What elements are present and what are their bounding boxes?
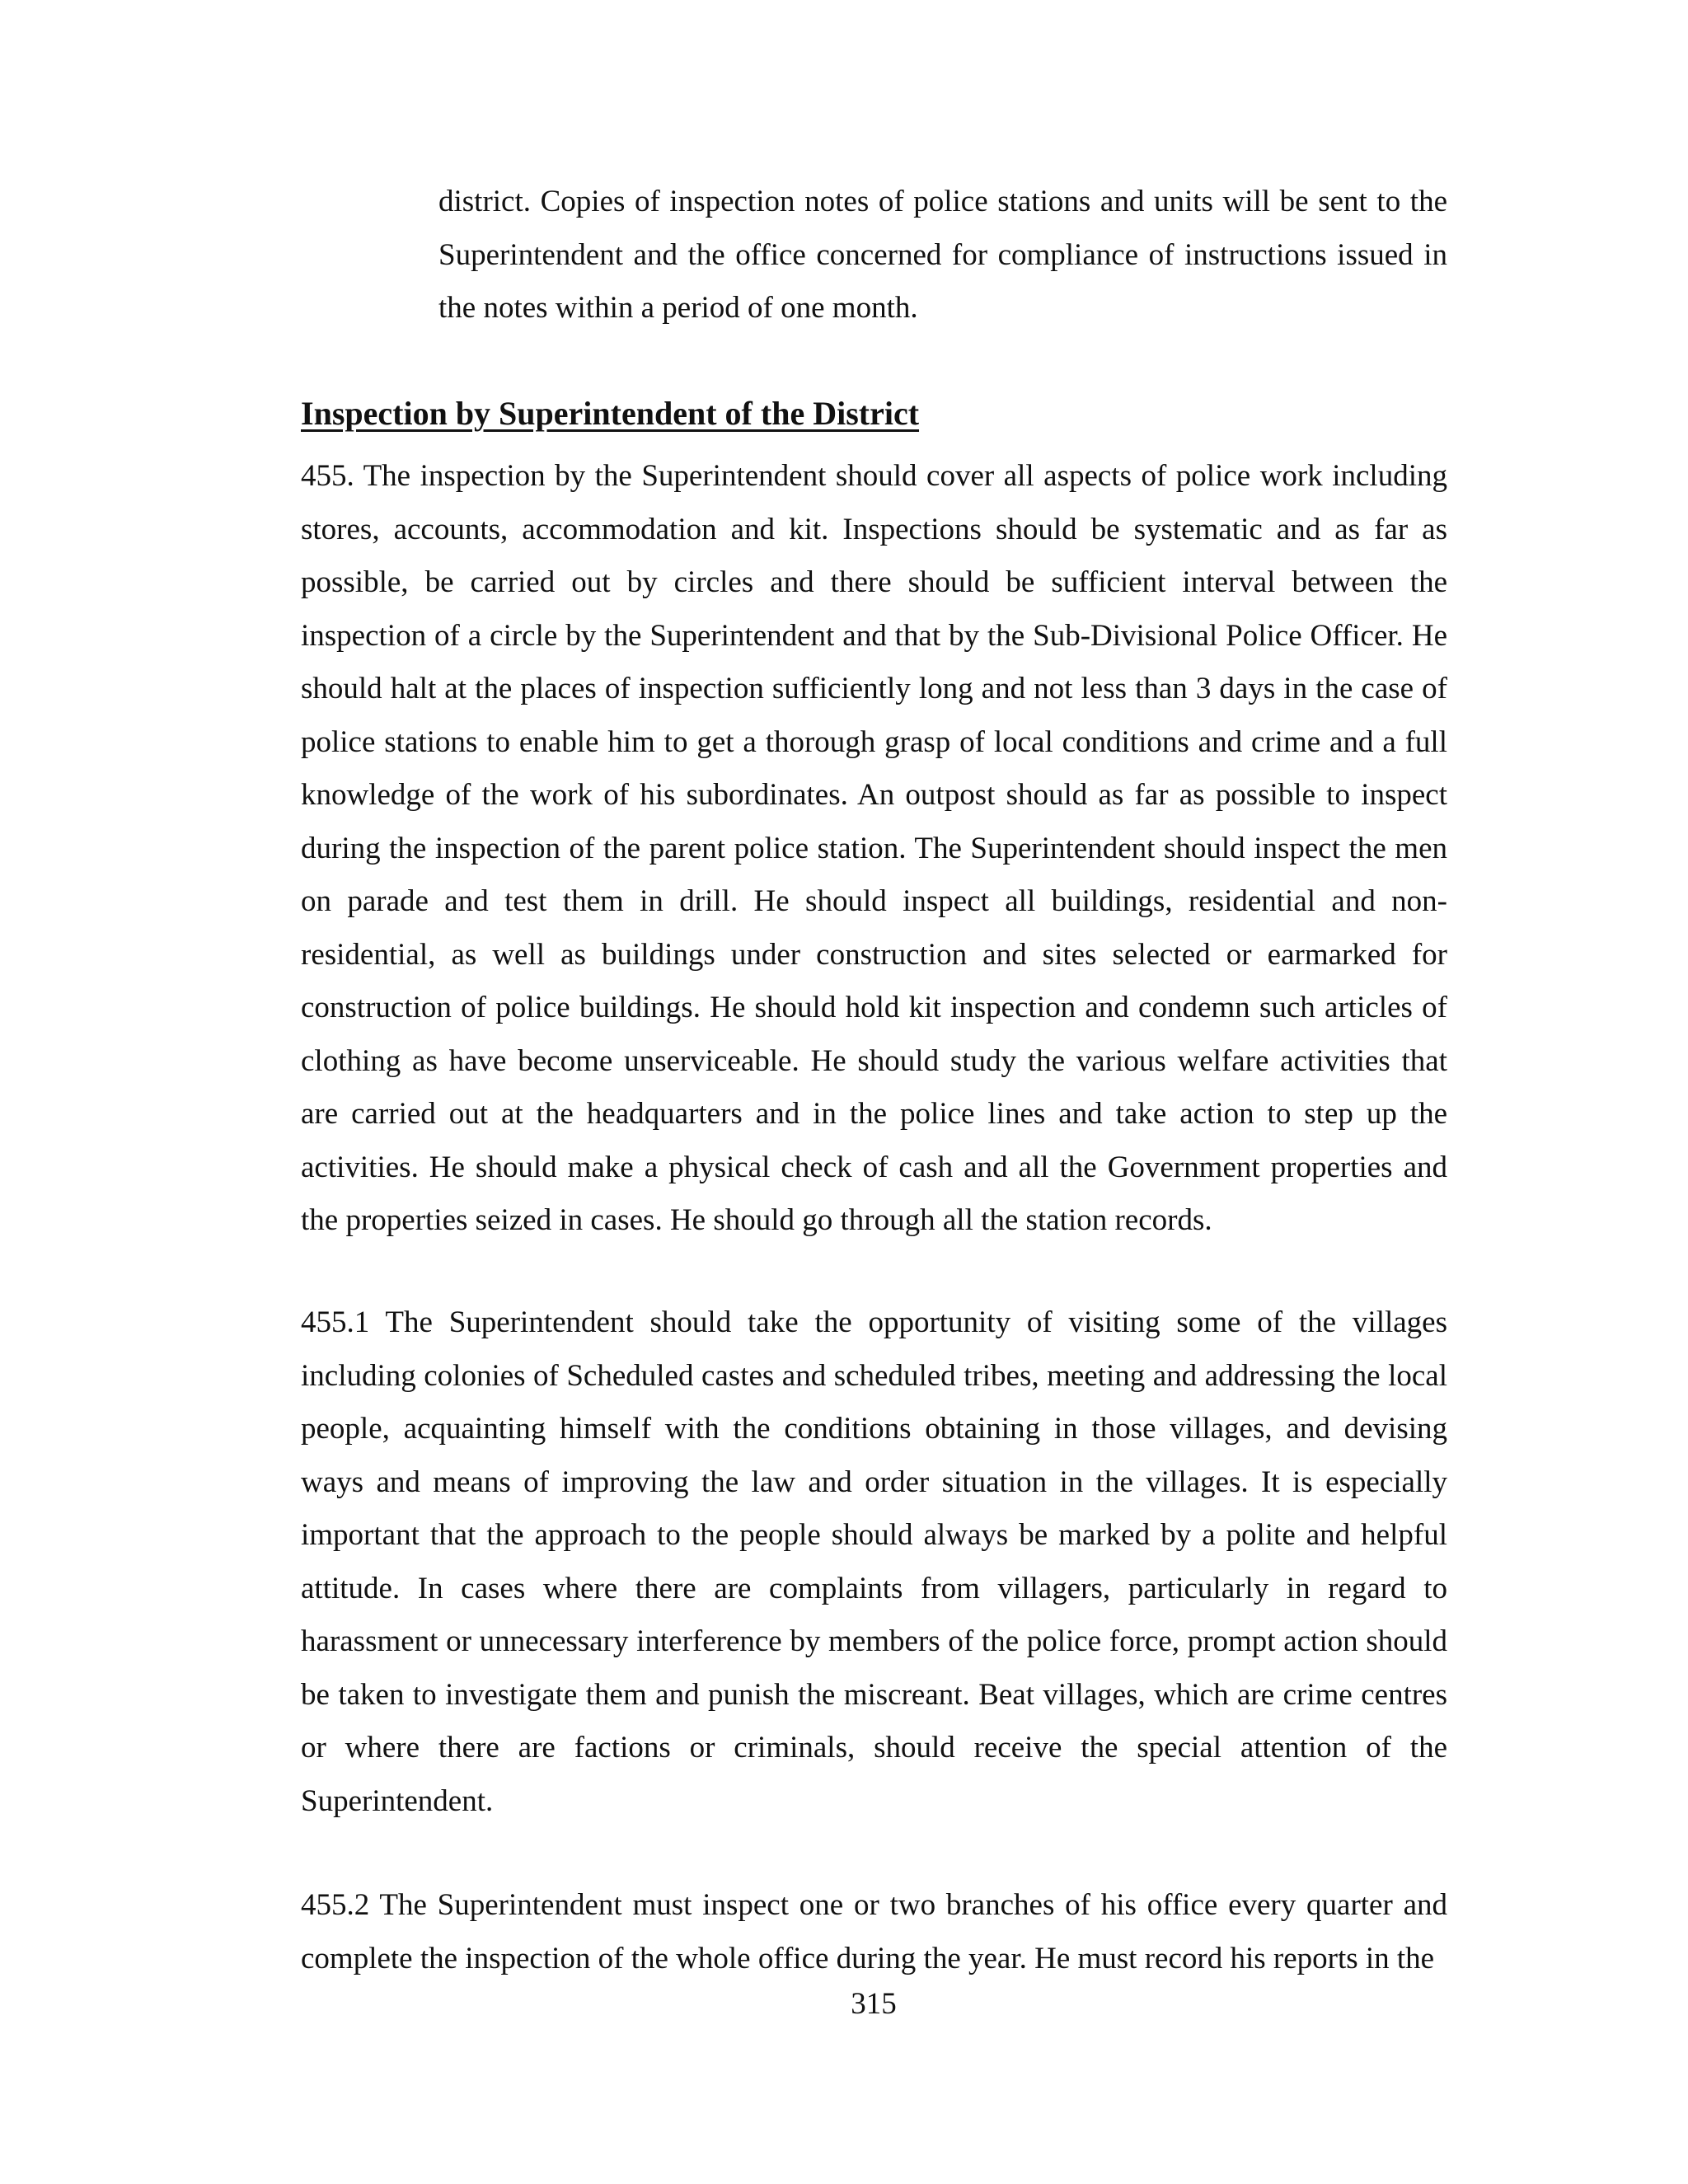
paragraph-455: 455. The inspection by the Superintendent should cover all aspects of police work including stores, accounts, accommodation and kit. Inspections should be systematic and as far as possible, be carried out by circles and there should be sufficient interval between the inspection of a circle by the Superintendent and that by the Sub-Divisional Police Officer. He should halt at the places of inspection sufficiently long and not less than 3 days in the case of police stations to enable him to get a thorough grasp of local conditions and crime and a full knowledge of the work of his subordinates. An outpost should as far as possible to inspect during the inspection of the parent police station. The Superintendent should inspect the men on parade and test them in drill. He should inspect all buildings, residential and non-residential, as well as buildings under construction and sites selected or earmarked for construction of police buildings. He should hold kit inspection and condemn such articles of clothing as have become unserviceable. He should study the various welfare activities that are carried out at the headquarters and in the police lines and take action to step up the activities. He should make a physical check of cash and all the Government properties and the properties seized in cases. He should go through all the station records. xyxy=(301,459,1447,1237)
page-number: 315 xyxy=(851,1987,897,2021)
continuation-paragraph: district. Copies of inspection notes of police stations and units will be sent to the Superintendent and the office concerned for compliance of instructions issued in the notes within a period of one month. xyxy=(438,185,1447,325)
paragraph-455-2: 455.2 The Superintendent must inspect one or two branches of his office every quarter and complete the inspection of the whole office during the year. He must record his reports in the xyxy=(301,1888,1447,1975)
paragraph-455-1: 455.1 The Superintendent should take the opportunity of visiting some of the villages including colonies of Scheduled castes and scheduled tribes, meeting and addressing the local people, acquainting himself with the conditions obtaining in those villages, and devising ways and means of improving the law and order situation in the villages. It is especially important that the approach to the people should always be marked by a polite and helpful attitude. In cases where there are complaints from villagers, particularly in regard to harassment or unnecessary interference by members of the police force, prompt action should be taken to investigate them and punish the miscreant. Beat villages, which are crime centres or where there are factions or criminals, should receive the special attention of the Superintendent. xyxy=(301,1305,1447,1818)
section-heading: Inspection by Superintendent of the District xyxy=(301,395,920,432)
